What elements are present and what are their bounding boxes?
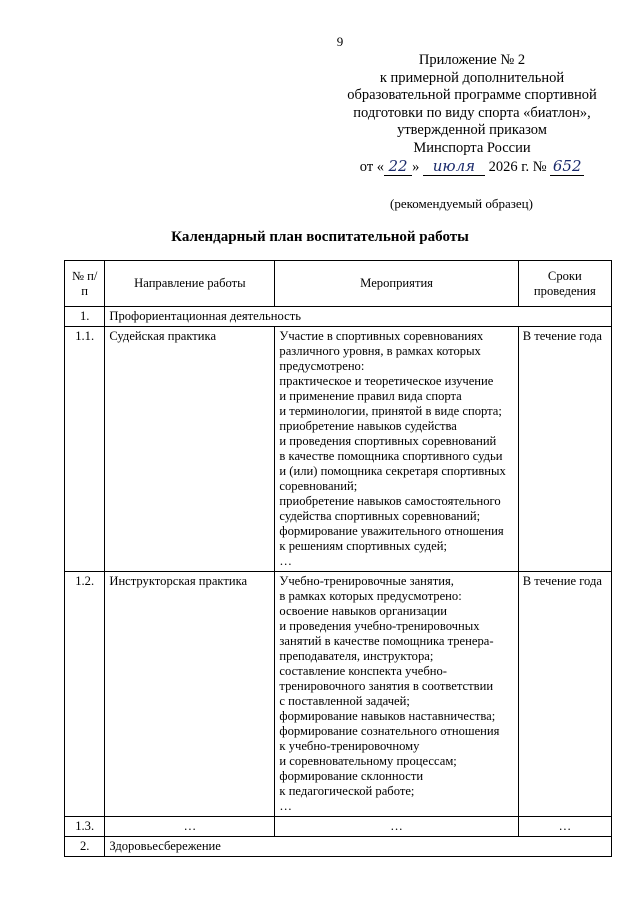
activity-line: формирование навыков наставничества;: [279, 709, 496, 723]
row-num: 1.1.: [65, 327, 105, 572]
table-row: [65, 572, 612, 817]
activity-line: составление конспекта учебно-: [279, 664, 447, 678]
header-activities: Мероприятия: [275, 261, 518, 307]
activity-line: к педагогической работе;: [279, 784, 415, 798]
activity-line: Учебно-тренировочные занятия,: [279, 574, 454, 588]
recommended-sample-label: (рекомендуемый образец): [390, 196, 533, 211]
activity-line: приобретение навыков судейства: [279, 419, 457, 433]
section-row: [65, 837, 612, 857]
appendix-block: [330, 52, 614, 176]
activity-line: и (или) помощника секретаря спортивных: [279, 464, 506, 478]
date-mid: »: [412, 158, 420, 175]
calendar-plan-table: [64, 260, 612, 857]
row-direction: Судейская практика: [105, 327, 275, 572]
table-row: [65, 327, 612, 572]
handwritten-order-number: 652: [550, 158, 584, 177]
row-terms: В течение года: [518, 572, 611, 817]
section-title: Профориентационная деятельность: [105, 307, 612, 327]
activity-line: …: [279, 799, 293, 813]
activity-line: различного уровня, в рамках которых: [279, 344, 481, 358]
appendix-line: утвержденной приказом: [397, 122, 547, 139]
activity-line: к учебно-тренировочному: [279, 739, 420, 753]
activity-line: тренировочного занятия в соответствии: [279, 679, 494, 693]
activity-line: формирование уважительного отношения: [279, 524, 504, 538]
appendix-line: Минспорта России: [413, 139, 531, 156]
activity-line: с поставленной задачей;: [279, 694, 410, 708]
activity-line: практическое и теоретическое изучение: [279, 374, 494, 388]
section-num: 1.: [65, 307, 105, 327]
activity-line: соревнований;: [279, 479, 358, 493]
activity-line: и терминологии, принятой в виде спорта;: [279, 404, 502, 418]
activity-line: к решениям спортивных судей;: [279, 539, 448, 553]
activity-line: и проведения учебно-тренировочных: [279, 619, 480, 633]
handwritten-day: 22: [384, 158, 412, 177]
row-num: 1.2.: [65, 572, 105, 817]
row-terms: В течение года: [518, 327, 611, 572]
section-row: [65, 307, 612, 327]
row-activities: [275, 327, 518, 572]
activity-line: Участие в спортивных соревнованиях: [279, 329, 484, 343]
activity-line: предусмотрено:: [279, 359, 365, 373]
date-year: 2026 г. №: [488, 158, 547, 175]
activity-line: в рамках которых предусмотрено:: [279, 589, 462, 603]
appendix-line: к примерной дополнительной: [379, 69, 565, 86]
table-row: [65, 817, 612, 837]
header-direction: Направление работы: [105, 261, 275, 307]
activity-line: в качестве помощника спортивного судьи: [279, 449, 503, 463]
row-direction: …: [105, 817, 275, 837]
activity-line: судейства спортивных соревнований;: [279, 509, 481, 523]
appendix-line: Приложение № 2: [418, 52, 526, 68]
date-prefix: от «: [359, 158, 385, 175]
activity-line: освоение навыков организации: [279, 604, 447, 618]
activity-line: формирование склонности: [279, 769, 424, 783]
section-num: 2.: [65, 837, 105, 857]
activity-line: занятий в качестве помощника тренера-: [279, 634, 494, 648]
activity-line: и применение правил вида спорта: [279, 389, 462, 403]
document-title: Календарный план воспитательной работы: [171, 229, 469, 245]
order-date-line: [330, 158, 614, 177]
appendix-line: подготовки по виду спорта «биатлон»,: [353, 104, 591, 121]
header-num: № п/п: [65, 261, 105, 307]
page-number: 9: [336, 34, 344, 49]
activity-line: преподавателя, инструктора;: [279, 649, 434, 663]
row-activities: …: [275, 817, 518, 837]
appendix-line: образовательной программе спортивной: [347, 87, 597, 104]
row-num: 1.3.: [65, 817, 105, 837]
activity-line: приобретение навыков самостоятельного: [279, 494, 501, 508]
table-header-row: [65, 261, 612, 307]
handwritten-month: июля: [423, 158, 485, 177]
activity-line: формирование сознательного отношения: [279, 724, 500, 738]
row-terms: …: [518, 817, 611, 837]
row-direction: Инструкторская практика: [105, 572, 275, 817]
row-activities: [275, 572, 518, 817]
activity-line: …: [279, 554, 293, 568]
activity-line: и проведения спортивных соревнований: [279, 434, 497, 448]
activity-line: и соревновательному процессам;: [279, 754, 457, 768]
header-terms: Сроки проведения: [518, 261, 611, 307]
section-title: Здоровьесбережение: [105, 837, 612, 857]
